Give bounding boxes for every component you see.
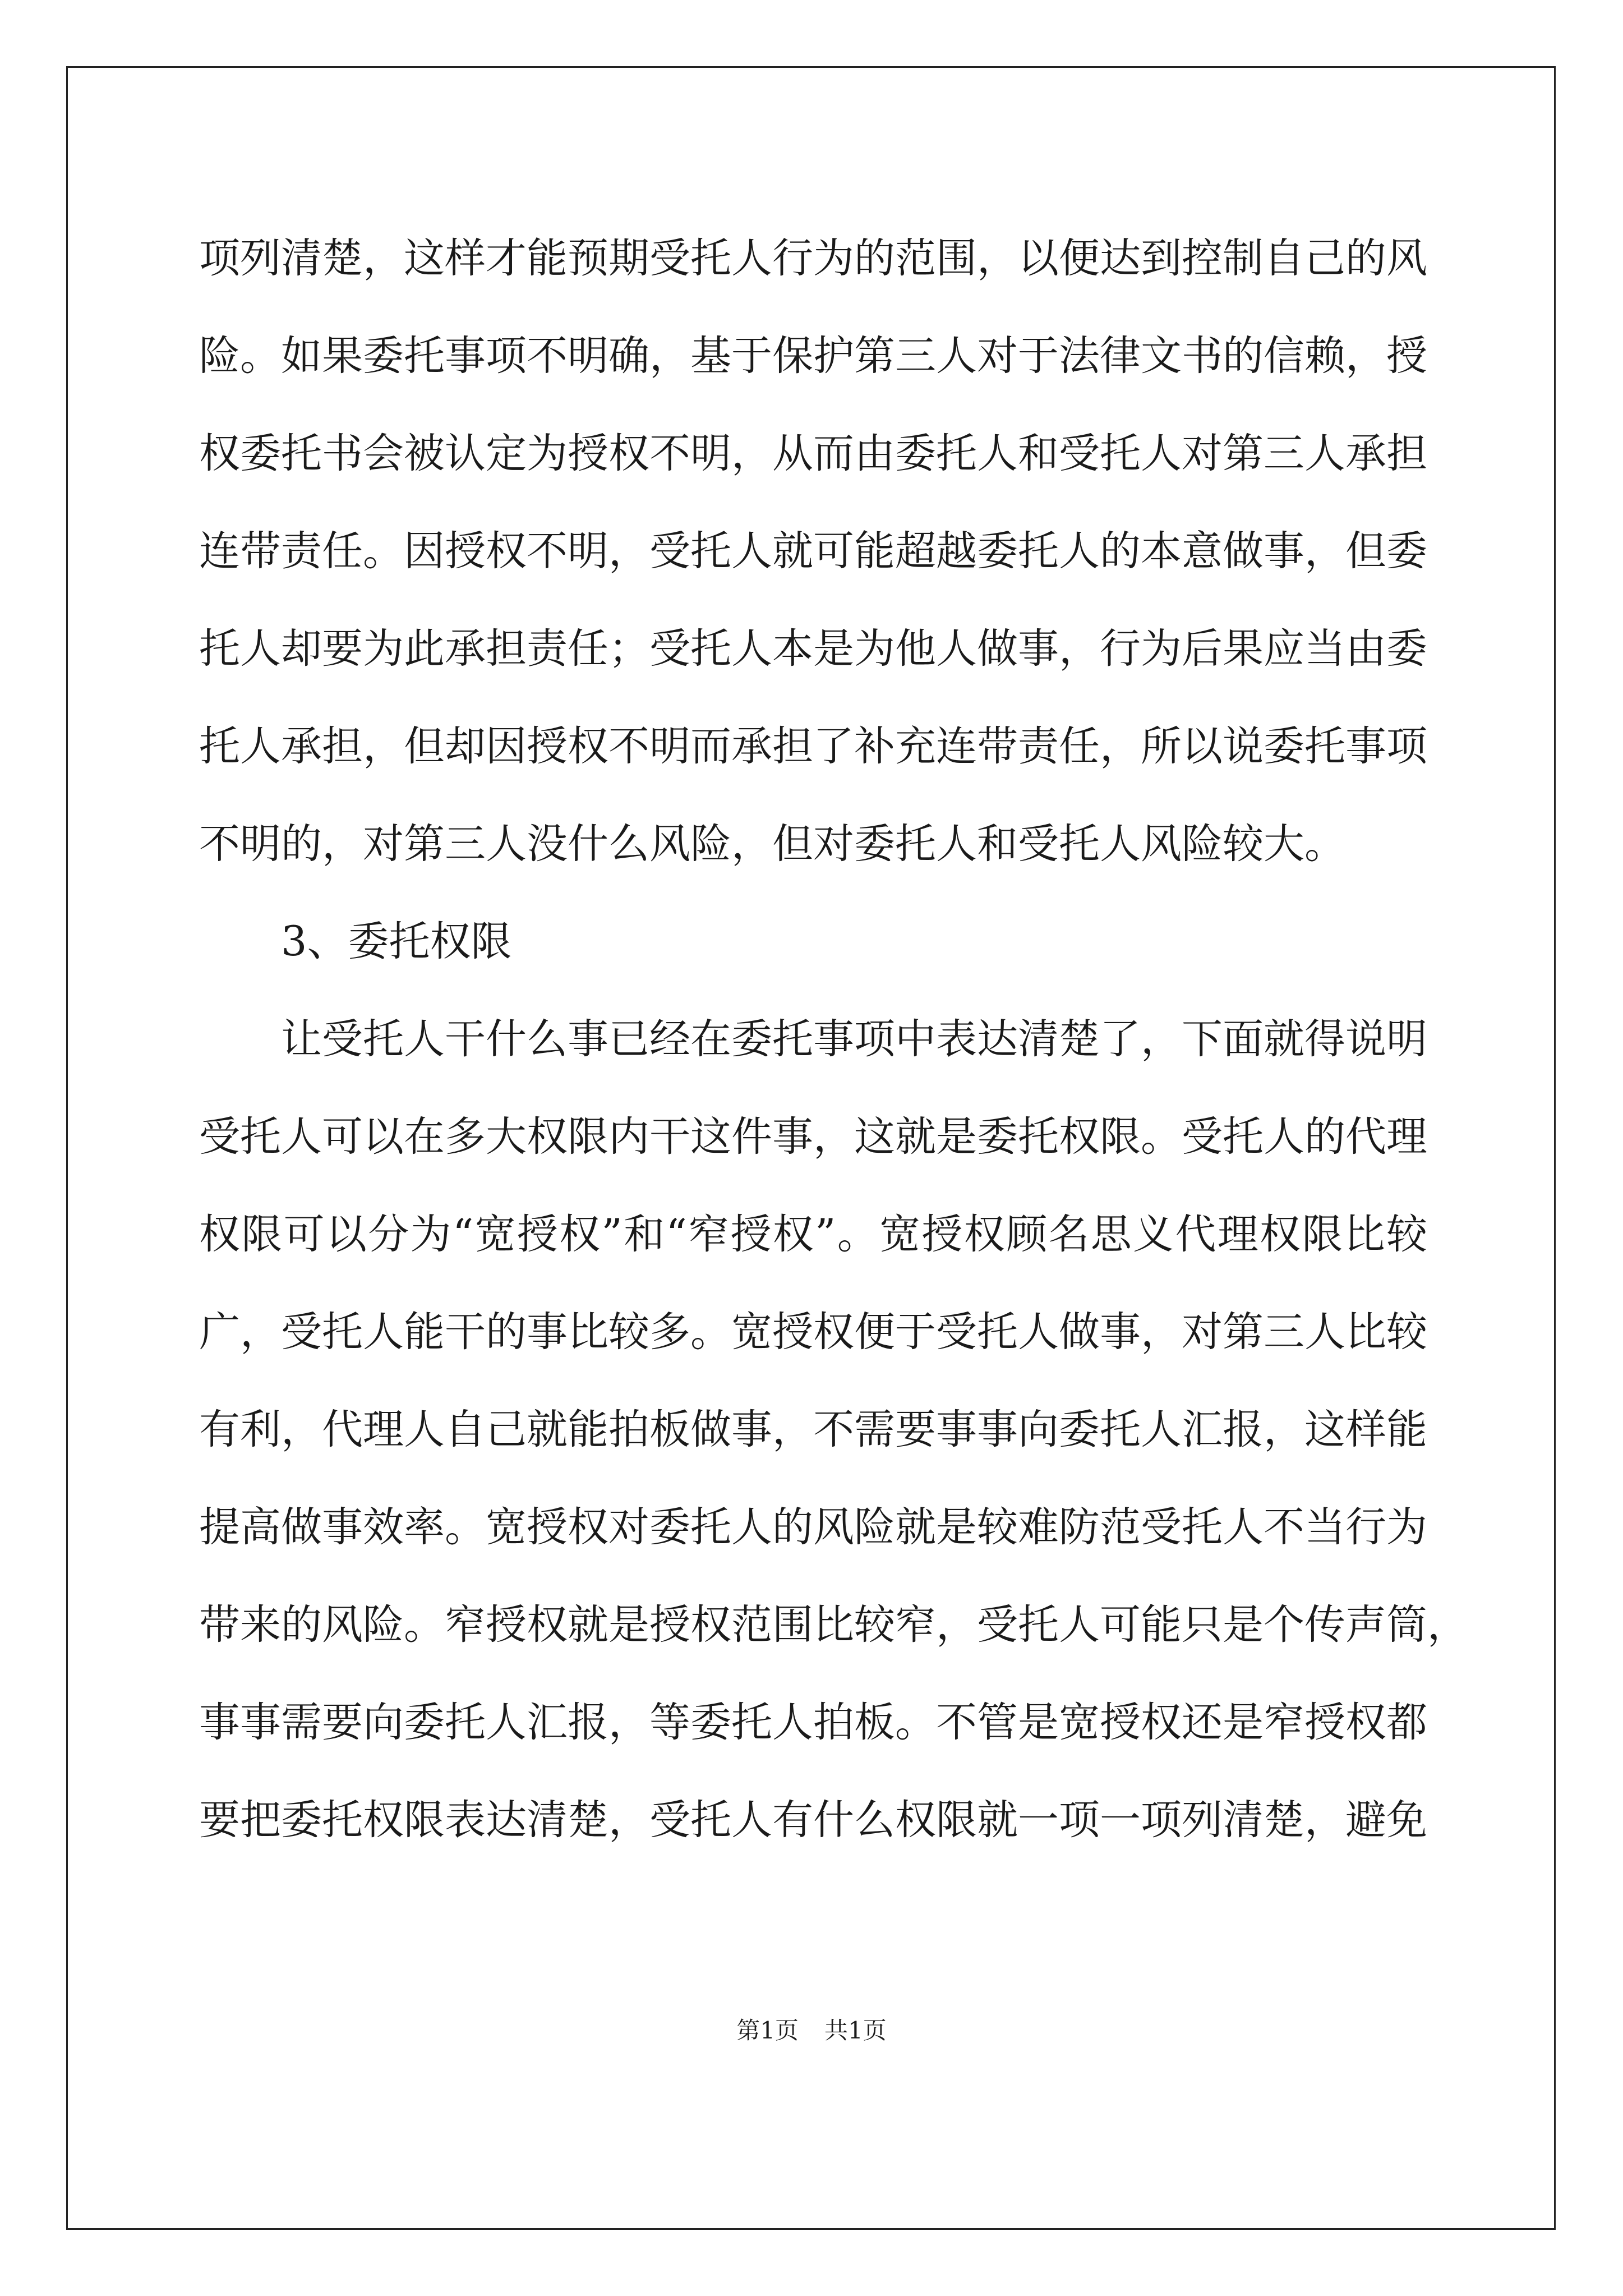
- text-line: 权限可以分为“宽授权”和“窄授权”。宽授权顾名思义代理权限比较: [199, 1211, 1427, 1258]
- text-line: 连带责任。因授权不明，受托人就可能超越委托人的本意做事，但委: [199, 527, 1427, 575]
- document-body: [199, 210, 1468, 1869]
- text-line: 不明的，对第三人没什么风险，但对委托人和受托人风险较大。: [199, 820, 1345, 868]
- page-number: 第1页: [736, 2017, 799, 2044]
- text-line: 带来的风险。窄授权就是授权范围比较窄，受托人可能只是个传声筒，: [199, 1601, 1468, 1649]
- text-line: 有利，代理人自己就能拍板做事，不需要事事向委托人汇报，这样能: [199, 1406, 1427, 1453]
- text-line: 要把委托权限表达清楚，受托人有什么权限就一项一项列清楚，避免: [199, 1796, 1427, 1844]
- text-line: 让受托人干什么事已经在委托事项中表达清楚了，下面就得说明: [281, 1015, 1427, 1063]
- section-heading: 3、委托权限: [281, 918, 512, 965]
- page-footer: [0, 2014, 1623, 2047]
- page-total: 共1页: [824, 2017, 887, 2044]
- text-line: 项列清楚，这样才能预期受托人行为的范围，以便达到控制自己的风: [199, 234, 1427, 282]
- text-line: 权委托书会被认定为授权不明，从而由委托人和受托人对第三人承担: [199, 430, 1427, 477]
- text-line: 受托人可以在多大权限内干这件事，这就是委托权限。受托人的代理: [199, 1113, 1427, 1161]
- text-line: 托人承担，但却因授权不明而承担了补充连带责任，所以说委托事项: [199, 723, 1427, 770]
- text-line: 托人却要为此承担责任；受托人本是为他人做事，行为后果应当由委: [199, 625, 1427, 673]
- text-line: 广，受托人能干的事比较多。宽授权便于受托人做事，对第三人比较: [199, 1308, 1427, 1356]
- text-line: 提高做事效率。宽授权对委托人的风险就是较难防范受托人不当行为: [199, 1503, 1427, 1551]
- text-line: 事事需要向委托人汇报，等委托人拍板。不管是宽授权还是窄授权都: [199, 1699, 1427, 1746]
- text-line: 险。如果委托事项不明确，基于保护第三人对于法律文书的信赖，授: [199, 332, 1427, 380]
